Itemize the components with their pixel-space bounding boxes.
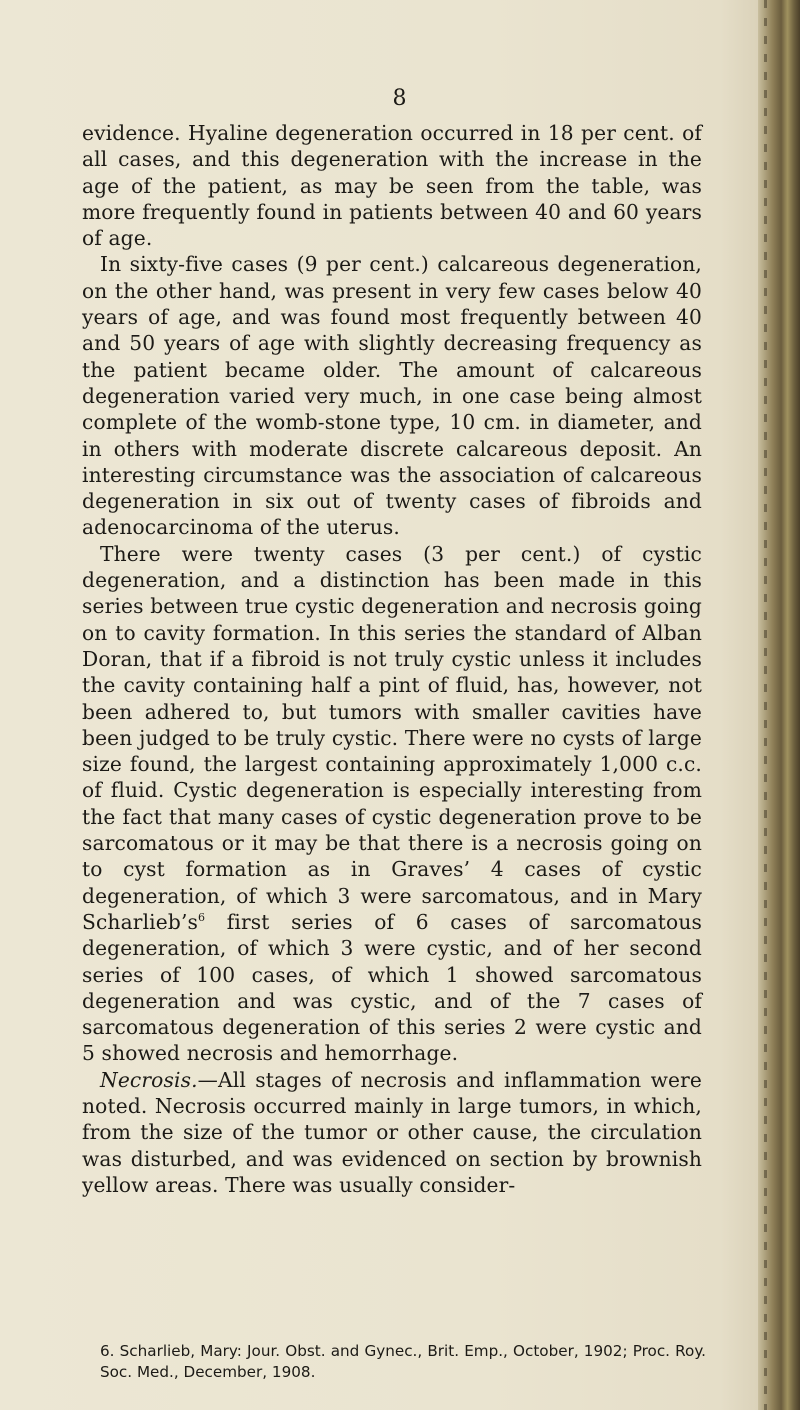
footnote-reference: 6 <box>198 910 206 924</box>
paragraph-calcareous: In sixty-five cases (9 per cent.) calcareous degeneration, on the other hand, was present in very few cases below 40 years of age, and was found most frequently between 40 and 50 years of age with slightly decreasing frequency as the patient became older. The amount of calcareous degeneration varied very much, in one case being almost complete of the womb-stone type, 10 cm. in diameter, and in others with moderate discrete calcareous deposit. An interesting circumstance was the association of calcareous degeneration in six out of twenty cases of fibroids and adenocarcinoma of the uterus. <box>82 252 702 540</box>
necrosis-heading: Necrosis. <box>100 1067 198 1092</box>
page-number: 8 <box>392 86 408 111</box>
paragraph-necrosis-text: —All stages of necrosis and inflammation were noted. Necrosis occurred mainly in large tumors, in which, from the size of the tumor or other cause, the circulation was disturbed, and was evidenced on section by brownish yellow areas. There was usually consider- <box>82 1067 702 1197</box>
body-text <box>82 120 702 1198</box>
footnote-text: 6. Scharlieb, Mary: Jour. Obst. and Gynec., Brit. Emp., October, 1902; Proc. Roy. Soc. Med., December, 1908. <box>100 1342 706 1381</box>
page-edge <box>758 0 800 1410</box>
paragraph-cystic <box>82 541 702 1067</box>
paragraph-cystic-text-2: first series of 6 cases of sarcomatous degeneration, of which 3 were cystic, and of her second series of 100 cases, of which 1 showed sarcomatous degeneration and was cystic, and of the 7 cases of sarcomatous degeneration of this series 2 were cystic and 5 showed necrosis and hemorrhage. <box>82 909 702 1066</box>
paragraph-necrosis <box>82 1067 702 1198</box>
paragraph-cystic-text-1: There were twenty cases (3 per cent.) of cystic degeneration, and a distinction has been made in this series between true cystic degeneration and necrosis going on to cavity formation. In this series the standard of Alban Doran, that if a fibroid is not truly cystic unless it includes the cavity containing half a pint of fluid, has, however, not been adhered to, but tumors with smaller cavities have been judged to be truly cystic. There were no cysts of large size found, the largest containing approximately 1,000 c.c. of fluid. Cystic degeneration is especially interesting from the fact that many cases of cystic degeneration prove to be sarcomatous or it may be that there is a necrosis going on to cyst formation as in Graves’ 4 cases of cystic degeneration, of which 3 were sarcomatous, and in Mary Scharlieb’s <box>82 541 702 934</box>
paragraph-hyaline: evidence. Hyaline degeneration occurred in 18 per cent. of all cases, and this degeneration with the increase in the age of the patient, as may be seen from the table, was more frequently found in patients between 40 and 60 years of age. <box>82 121 702 251</box>
footnote <box>82 1341 706 1383</box>
